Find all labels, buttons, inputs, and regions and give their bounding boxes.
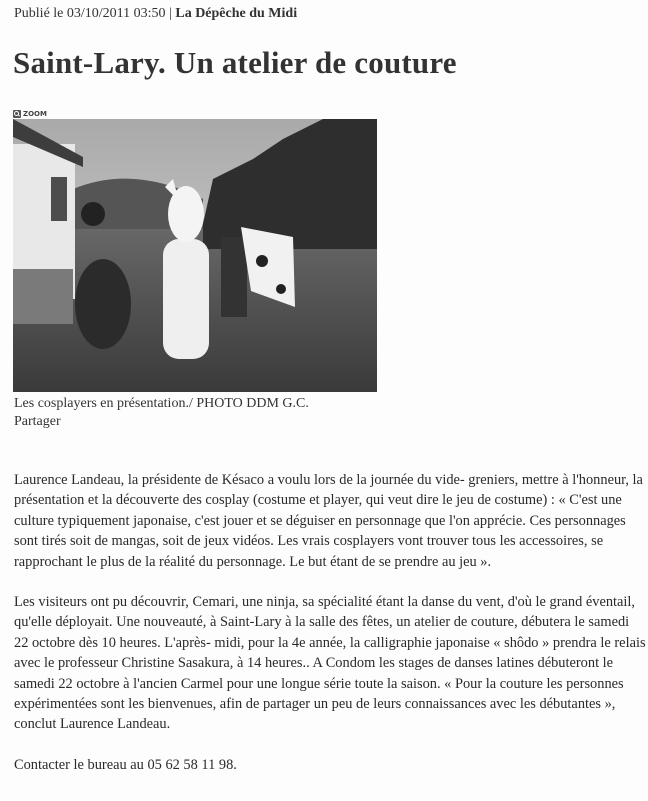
photo-table [13, 269, 73, 324]
zoom-label: ZOOM [23, 110, 47, 118]
publication-info [14, 6, 297, 22]
photo-fan-dot [256, 255, 268, 267]
photo-dancer-head [81, 202, 105, 226]
zoom-button[interactable] [13, 110, 47, 118]
article-paragraph: Laurence Landeau, la présidente de Késaco a voulu lors de la journée du vide- greniers, mettre à l'honneur, la présentation et la découverte des cosplay (costume et player, qui veut dire le jeu de costume) : « C'est une culture typiquement japonaise, c'est jouer et se déguiser en personnage que l'on apprécie. Ces personnages sont tirés soit de mangas, soit de jeux vidéos. Les vrais cosplayers vont trouver tous les accessoires, se rapprochant le plus de la réalité du personnage. Le but étant de se prendre au jeu ». [14, 472, 643, 570]
publish-date: Publié le 03/10/2011 03:50 [14, 6, 166, 21]
photo-caption: Les cosplayers en présentation./ PHOTO DDM G.C. [14, 396, 309, 411]
article-headline: Saint-Lary. Un atelier de couture [13, 45, 457, 80]
photo-ninja [221, 237, 247, 317]
share-link[interactable]: Partager [14, 414, 61, 429]
article-body [14, 470, 646, 775]
photo-fan-dot [276, 284, 286, 294]
newspaper-name: La Dépêche du Midi [175, 6, 298, 21]
contact-line: Contacter le bureau au 05 62 58 11 98. [14, 756, 237, 773]
article-paragraph: Les visiteurs ont pu découvrir, Cemari, une ninja, sa spécialité étant la danse du vent, d'où le grand éventail, qu'elle déployait. Une nouveauté, à Saint-Lary à la salle des fêtes, un atelier de couture, débutera le samedi 22 octobre dès 10 heures. L'après- midi, pour la 4e année, la calligraphie japonaise « shôdo » prendra le relais avec le professeur Christine Sasakura, à 14 heures.. A Condom les stages de danses latines débuteront le samedi 22 octobre à l'ancien Carmel pour une longue série toute la saison. « Pour la couture les personnes expérimentées sont les bienvenues, afin de partager un peu de leurs connaissances avec les débutantes », conclut Laurence Landeau. [14, 594, 646, 733]
photo-dancer-dress [75, 259, 131, 349]
article-photo[interactable] [13, 119, 377, 392]
magnifier-icon [13, 110, 21, 118]
photo-window [51, 177, 67, 221]
meta-separator: | [169, 6, 172, 21]
photo-costume-body [163, 239, 209, 359]
